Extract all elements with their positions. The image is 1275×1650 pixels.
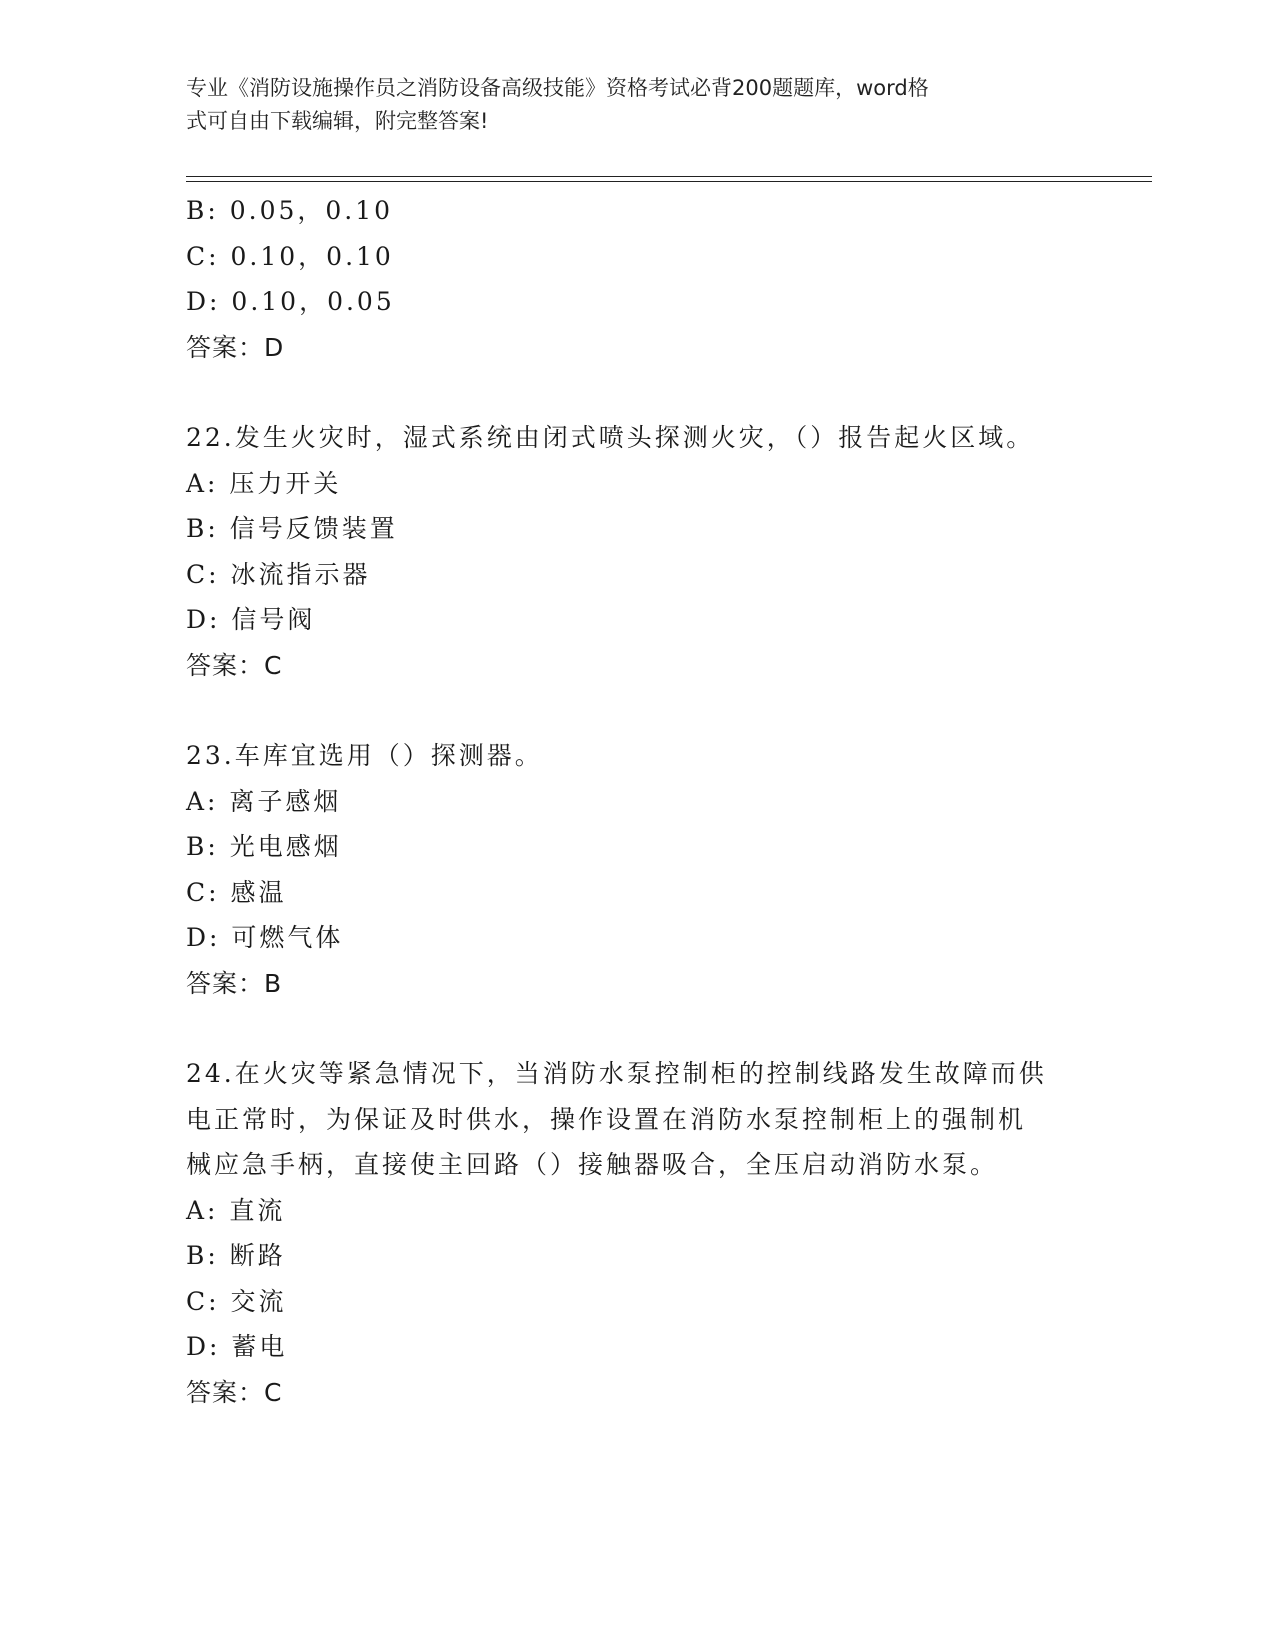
q23-answer: 答案：B: [186, 968, 283, 998]
q21-answer: 答案：D: [186, 332, 285, 362]
spacer: [186, 1006, 1086, 1051]
q24-option-b: B: 断路: [186, 1241, 286, 1270]
header-title-line-2: 式可自由下载编辑，附完整答案!: [186, 109, 489, 133]
q23-option-d: D: 可燃气体: [186, 923, 344, 952]
q24-option-a: A: 直流: [186, 1195, 286, 1225]
q24-option-c: C: 交流: [186, 1286, 287, 1316]
spacer: [186, 688, 1086, 733]
question-list: [186, 188, 1086, 1415]
q21-option-b: B: 0.05，0.10: [186, 196, 394, 225]
header-title-line-1: 专业《消防设施操作员之消防设备高级技能》资格考试必背200题题库，word格: [186, 76, 929, 100]
q22-option-a: A: 压力开关: [186, 468, 342, 498]
q22-answer: 答案：C: [186, 650, 283, 680]
header-divider-bottom: [186, 181, 1152, 182]
spacer: [186, 370, 1086, 415]
question-24: [186, 1051, 1086, 1415]
q23-stem: 23.车库宜选用（）探测器。: [186, 741, 543, 770]
q23-option-b: B: 光电感烟: [186, 832, 342, 861]
q24-stem-line-1: 24.在火灾等紧急情况下，当消防水泵控制柜的控制线路发生故障而供: [186, 1059, 1047, 1088]
q23-option-a: A: 离子感烟: [186, 786, 342, 816]
q23-option-c: C: 感温: [186, 877, 287, 907]
q24-answer: 答案：C: [186, 1377, 283, 1407]
question-23: [186, 733, 1086, 1006]
q22-option-c: C: 冰流指示器: [186, 559, 371, 589]
q22-option-d: D: 信号阀: [186, 605, 316, 634]
q22-stem: 22.发生火灾时，湿式系统由闭式喷头探测火灾，（）报告起火区域。: [186, 423, 1035, 452]
question-22: [186, 415, 1086, 688]
q21-option-d: D: 0.10，0.05: [186, 287, 395, 316]
q24-stem-line-2: 电正常时，为保证及时供水，操作设置在消防水泵控制柜上的强制机: [186, 1104, 1027, 1134]
document-header: [186, 72, 1066, 138]
q24-stem-line-3: 械应急手柄，直接使主回路（）接触器吸合，全压启动消防水泵。: [186, 1150, 999, 1179]
q24-option-d: D: 蓄电: [186, 1332, 288, 1361]
header-divider-top: [186, 176, 1152, 177]
question-21: [186, 188, 1086, 370]
q21-option-c: C: 0.10，0.10: [186, 241, 394, 271]
q22-option-b: B: 信号反馈装置: [186, 514, 398, 543]
